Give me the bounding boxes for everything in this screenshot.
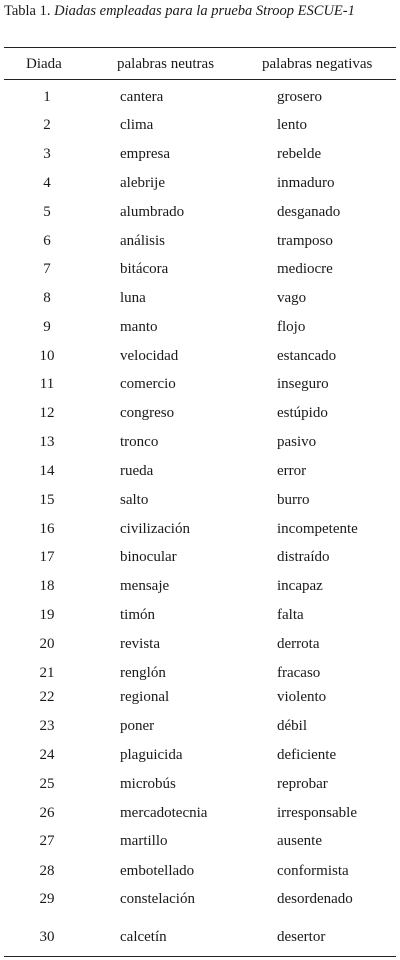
negative-word: irresponsable (277, 805, 357, 821)
negative-word: distraído (277, 549, 330, 565)
table-row (0, 744, 400, 766)
negative-word: desganado (277, 204, 341, 220)
header-rule (4, 79, 396, 80)
diada-number: 20 (39, 636, 55, 652)
table-row (0, 143, 400, 165)
neutral-word: manto (120, 319, 158, 335)
negative-word: incompetente (277, 521, 358, 537)
negative-word: mediocre (277, 261, 333, 277)
table-row (0, 575, 400, 597)
table-row (0, 926, 400, 948)
diada-number: 16 (39, 521, 55, 537)
negative-word: incapaz (277, 578, 323, 594)
neutral-word: bitácora (120, 261, 169, 277)
table-row (0, 489, 400, 511)
header-negative-words: palabras negativas (262, 56, 373, 72)
table-row (0, 662, 400, 684)
neutral-word: empresa (120, 146, 170, 162)
table-row (0, 830, 400, 852)
diada-number: 9 (43, 319, 51, 335)
neutral-word: embotellado (120, 863, 195, 879)
neutral-word: tronco (120, 434, 159, 450)
diada-number: 24 (39, 747, 55, 763)
table-row (0, 201, 400, 223)
negative-word: vago (277, 290, 307, 306)
negative-word: deficiente (277, 747, 337, 763)
table-row (0, 715, 400, 737)
diada-number: 23 (39, 718, 55, 734)
negative-word: inmaduro (277, 175, 335, 191)
table-row (0, 316, 400, 338)
negative-word: estúpido (277, 405, 328, 421)
negative-word: ausente (277, 833, 322, 849)
negative-word: fracaso (277, 665, 321, 681)
diada-number: 4 (43, 175, 51, 191)
neutral-word: luna (120, 290, 146, 306)
table-row (0, 402, 400, 424)
diada-number: 17 (39, 549, 55, 565)
caption-title: Diadas empleadas para la prueba Stroop ESCUE-1 (54, 3, 355, 19)
table-row (0, 172, 400, 194)
neutral-word: congreso (120, 405, 175, 421)
diada-number: 5 (43, 204, 51, 220)
diada-number: 29 (39, 891, 55, 907)
table-row (0, 114, 400, 136)
negative-word: conformista (277, 863, 349, 879)
diada-number: 19 (39, 607, 55, 623)
diada-number: 8 (43, 290, 51, 306)
diada-number: 22 (39, 689, 55, 705)
diada-number: 11 (39, 376, 55, 392)
table-row (0, 287, 400, 309)
diada-number: 1 (43, 89, 51, 105)
negative-word: desertor (277, 929, 326, 945)
diada-number: 3 (43, 146, 51, 162)
diada-number: 13 (39, 434, 55, 450)
negative-word: inseguro (277, 376, 329, 392)
table-row (0, 431, 400, 453)
diada-number: 26 (39, 805, 55, 821)
neutral-word: microbús (120, 776, 176, 792)
neutral-word: mercadotecnia (120, 805, 208, 821)
diada-number: 10 (39, 348, 55, 364)
diada-number: 2 (43, 117, 51, 133)
diada-number: 21 (39, 665, 55, 681)
table-row (0, 773, 400, 795)
neutral-word: alebrije (120, 175, 165, 191)
neutral-word: alumbrado (120, 204, 185, 220)
negative-word: error (277, 463, 307, 479)
negative-word: derrota (277, 636, 320, 652)
diada-number: 25 (39, 776, 55, 792)
top-rule (4, 47, 396, 48)
table-row (0, 686, 400, 708)
negative-word: burro (277, 492, 310, 508)
neutral-word: constelación (120, 891, 195, 907)
negative-word: rebelde (277, 146, 322, 162)
diada-number: 15 (39, 492, 55, 508)
bottom-rule (4, 956, 396, 957)
negative-word: grosero (277, 89, 322, 105)
neutral-word: análisis (120, 233, 165, 249)
neutral-word: renglón (120, 665, 166, 681)
neutral-word: poner (120, 718, 155, 734)
negative-word: estancado (277, 348, 337, 364)
negative-word: lento (277, 117, 307, 133)
negative-word: falta (277, 607, 304, 623)
neutral-word: comercio (120, 376, 176, 392)
table-row (0, 460, 400, 482)
neutral-word: calcetín (120, 929, 167, 945)
neutral-word: timón (120, 607, 156, 623)
table-row (0, 230, 400, 252)
diada-number: 14 (39, 463, 55, 479)
negative-word: tramposo (277, 233, 333, 249)
table-row (0, 802, 400, 824)
table-row (0, 86, 400, 108)
neutral-word: mensaje (120, 578, 170, 594)
neutral-word: revista (120, 636, 160, 652)
diada-number: 6 (43, 233, 51, 249)
table-row (0, 604, 400, 626)
neutral-word: velocidad (120, 348, 179, 364)
table-caption (4, 2, 355, 20)
neutral-word: salto (120, 492, 149, 508)
table-row (0, 373, 400, 395)
negative-word: reprobar (277, 776, 328, 792)
diada-number: 27 (39, 833, 55, 849)
diada-number: 18 (39, 578, 55, 594)
header-neutral-words: palabras neutras (117, 56, 215, 72)
negative-word: desordenado (277, 891, 353, 907)
negative-word: débil (277, 718, 307, 734)
neutral-word: rueda (120, 463, 154, 479)
neutral-word: martillo (120, 833, 168, 849)
table-row (0, 633, 400, 655)
diada-number: 7 (43, 261, 51, 277)
diada-number: 28 (39, 863, 55, 879)
caption-label: Tabla 1. (4, 3, 51, 19)
neutral-word: civilización (120, 521, 190, 537)
neutral-word: binocular (120, 549, 177, 565)
table-row (0, 860, 400, 882)
negative-word: flojo (277, 319, 306, 335)
neutral-word: cantera (120, 89, 164, 105)
table-row (0, 546, 400, 568)
negative-word: pasivo (277, 434, 317, 450)
table-row (0, 888, 400, 910)
diada-number: 30 (39, 929, 55, 945)
table-row (0, 518, 400, 540)
neutral-word: plaguicida (120, 747, 183, 763)
neutral-word: regional (120, 689, 170, 705)
negative-word: violento (277, 689, 327, 705)
neutral-word: clima (120, 117, 154, 133)
header-diada: Diada (26, 56, 62, 72)
diada-number: 12 (39, 405, 55, 421)
table-row (0, 258, 400, 280)
table-row (0, 345, 400, 367)
